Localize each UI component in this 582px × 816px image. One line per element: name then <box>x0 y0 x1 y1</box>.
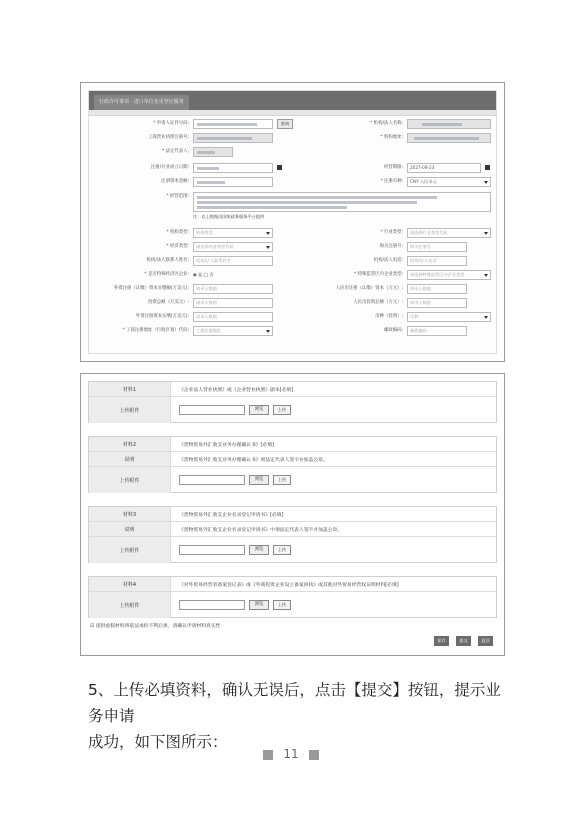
org-address-input[interactable] <box>407 133 491 143</box>
org-name-input[interactable] <box>407 119 491 129</box>
paragraph-line-2: 成功，如下图所示： <box>88 733 228 751</box>
tab-bar <box>89 91 496 110</box>
browse-button[interactable]: 浏览 <box>249 545 269 555</box>
browse-button[interactable]: 浏览 <box>249 600 269 610</box>
browse-button[interactable]: 浏览 <box>249 475 269 485</box>
calendar-icon[interactable] <box>277 165 282 170</box>
tab-active[interactable]: 行政许可事项 · 进口单位变更登记服务 <box>94 95 189 110</box>
postcode-label: 邮政编码: <box>383 328 403 333</box>
zone-type-label: * 特殊监管区内企业类型: <box>354 272 403 277</box>
file-path-input[interactable] <box>179 600 245 610</box>
foreign-paid-label: 外资注册资本实缴(万美元): <box>135 314 189 319</box>
reg-capital-label: 注册资本金额: <box>161 179 189 184</box>
address-region-label: * 工商注册地址（行政区划）代码: <box>122 328 189 333</box>
contact-phone-input[interactable]: 机构/法人电话 <box>407 256 467 266</box>
materials-panel <box>88 381 497 648</box>
material-2-block <box>88 436 497 493</box>
description-label: 说明 <box>89 452 171 466</box>
biz-license-input[interactable] <box>193 133 273 143</box>
scope-textarea[interactable] <box>193 192 491 212</box>
valid-period-input[interactable]: 2027-09-23 <box>407 163 481 173</box>
upload-label: 上传附件 <box>89 592 171 618</box>
rmb-invest-input[interactable]: 请录入数值 <box>407 298 467 308</box>
material-1-key: 材料1 <box>89 382 171 396</box>
econ-type-select[interactable]: 请选择经济类型代码 <box>193 242 273 252</box>
page-marker-right <box>309 750 319 760</box>
upload-button[interactable]: 上传 <box>273 475 291 485</box>
upload-label: 上传附件 <box>89 397 171 423</box>
page-number: 11 <box>283 747 299 761</box>
materials-screenshot <box>80 373 505 656</box>
material-2-description: 《货物贸易外汇收支业务办理确认书》须法定代表人签字并加盖公章。 <box>179 457 328 463</box>
material-3-block <box>88 506 497 563</box>
calendar-icon[interactable] <box>485 165 490 170</box>
material-4-key: 材料4 <box>89 577 171 591</box>
address-region-select[interactable]: 工商注册地址 <box>193 326 273 336</box>
material-2-key: 材料2 <box>89 437 171 451</box>
postcode-input[interactable]: 邮政编码 <box>407 326 467 336</box>
legal-rep-input[interactable] <box>193 147 233 157</box>
currency-label: * 注册币种: <box>380 179 403 184</box>
invest-total-label: 投资总额（万美元）: <box>148 300 189 305</box>
org-name-label: * 机构/法人名称: <box>370 121 403 126</box>
zone-type-select[interactable]: 请选择特殊监管区内企业类型 <box>407 270 491 280</box>
foreign-paid-input[interactable]: 请录入数值 <box>193 312 273 322</box>
page-footer <box>0 747 582 761</box>
contact-phone-label: 机构/法人电话: <box>373 258 403 263</box>
upload-button[interactable]: 上传 <box>273 405 291 415</box>
form-screenshot <box>80 82 505 362</box>
page-marker-left <box>263 750 273 760</box>
material-3-value: 《货物贸易外汇收支企业名录登记申请书》[必填] <box>179 512 284 518</box>
special-zone-radio[interactable]: ◉ 是 ◯ 否 <box>193 272 214 277</box>
valid-period-label: 经营期限: <box>383 165 403 170</box>
industry-label: * 行业类型: <box>380 230 403 235</box>
material-4-value: 《对外贸易经营者备案登记表》或《外商投资企业设立备案回执》或其他对外贸易经营权证明材料[必填] <box>179 582 399 588</box>
legal-rep-label: * 法定代表人: <box>161 149 189 154</box>
query-button[interactable]: 查询 <box>277 119 293 129</box>
material-1-value: 《企业法人营业执照》或《企业营业执照》副本[必填] <box>179 387 294 393</box>
customs-no-label: 海关注册号: <box>379 244 403 249</box>
econ-type-label: * 经济类型: <box>166 244 189 249</box>
foreign-capital-input[interactable]: 请录入数值 <box>193 284 273 294</box>
upload-label: 上传附件 <box>89 467 171 493</box>
invest-total-input[interactable]: 请录入数值 <box>193 298 273 308</box>
file-path-input[interactable] <box>179 405 245 415</box>
contact-name-label: 机构/法人联系人姓名: <box>146 258 189 263</box>
reg-capital-input[interactable] <box>193 177 273 187</box>
upload-label: 上传附件 <box>89 537 171 563</box>
biz-license-label: 工商营业执照注册号: <box>148 135 189 140</box>
instruction-paragraph <box>88 677 508 755</box>
org-type-select[interactable]: 机构类型 <box>193 228 273 238</box>
applicant-id-input[interactable] <box>193 119 273 129</box>
back-button[interactable]: 返回 <box>478 636 493 646</box>
declaration-checkbox[interactable]: ☑ 提供虚假材料将依法承担不利后果，请确认申请材料真实性 <box>90 624 221 629</box>
currency-select[interactable]: CNY 人民币元 <box>407 177 491 187</box>
customs-no-input[interactable]: 海关注册号 <box>407 242 467 252</box>
scope-label: * 经营范围: <box>166 194 189 199</box>
currency2-select[interactable]: 币种 <box>407 312 491 322</box>
form-panel <box>88 90 497 354</box>
upload-button[interactable]: 上传 <box>273 600 291 610</box>
rmb-invest-label: 人民币投资总额（万元）: <box>353 300 403 305</box>
industry-select[interactable]: 请选择行业类型代码 <box>407 228 491 238</box>
rmb-capital-input[interactable]: 请录入数值 <box>407 284 467 294</box>
file-path-input[interactable] <box>179 475 245 485</box>
org-type-label: * 机构类型: <box>166 230 189 235</box>
material-4-block <box>88 576 497 618</box>
org-address-label: * 机构地址: <box>380 135 403 140</box>
file-path-input[interactable] <box>179 545 245 555</box>
material-1-block <box>88 381 497 423</box>
material-3-description: 《货物贸易外汇收支企业名录登记申请书》中须法定代表人签字并加盖公章。 <box>179 527 343 533</box>
description-label: 说明 <box>89 522 171 536</box>
paragraph-line-1: 5、上传必填资料，确认无误后，点击【提交】按钮，提示业务申请 <box>88 681 501 725</box>
save-button[interactable]: 保存 <box>434 636 449 646</box>
material-2-value: 《货物贸易外汇收支业务办理确认书》[必填] <box>179 442 274 448</box>
material-3-key: 材料3 <box>89 507 171 521</box>
contact-name-input[interactable]: 机构/法人联系姓名 <box>193 256 273 266</box>
foreign-capital-label: 外资注册（认缴）资本实缴额(万美元): <box>113 286 189 291</box>
browse-button[interactable]: 浏览 <box>249 405 269 415</box>
currency2-label: 币种（投资）: <box>375 314 403 319</box>
reg-date-input[interactable] <box>193 163 273 173</box>
scope-note: 注：以上数据由国家政务服务平台提供 <box>193 214 265 219</box>
special-zone-label: * 是否特殊经济区企业: <box>144 272 189 277</box>
applicant-id-label: * 申请人证件号码: <box>153 121 189 126</box>
submit-button[interactable]: 提交 <box>456 636 471 646</box>
reg-date-label: 注册/开业成立日期: <box>150 165 189 170</box>
upload-button[interactable]: 上传 <box>273 545 291 555</box>
rmb-capital-label: 人民币注册（认缴）资本（万元）: <box>335 286 403 291</box>
